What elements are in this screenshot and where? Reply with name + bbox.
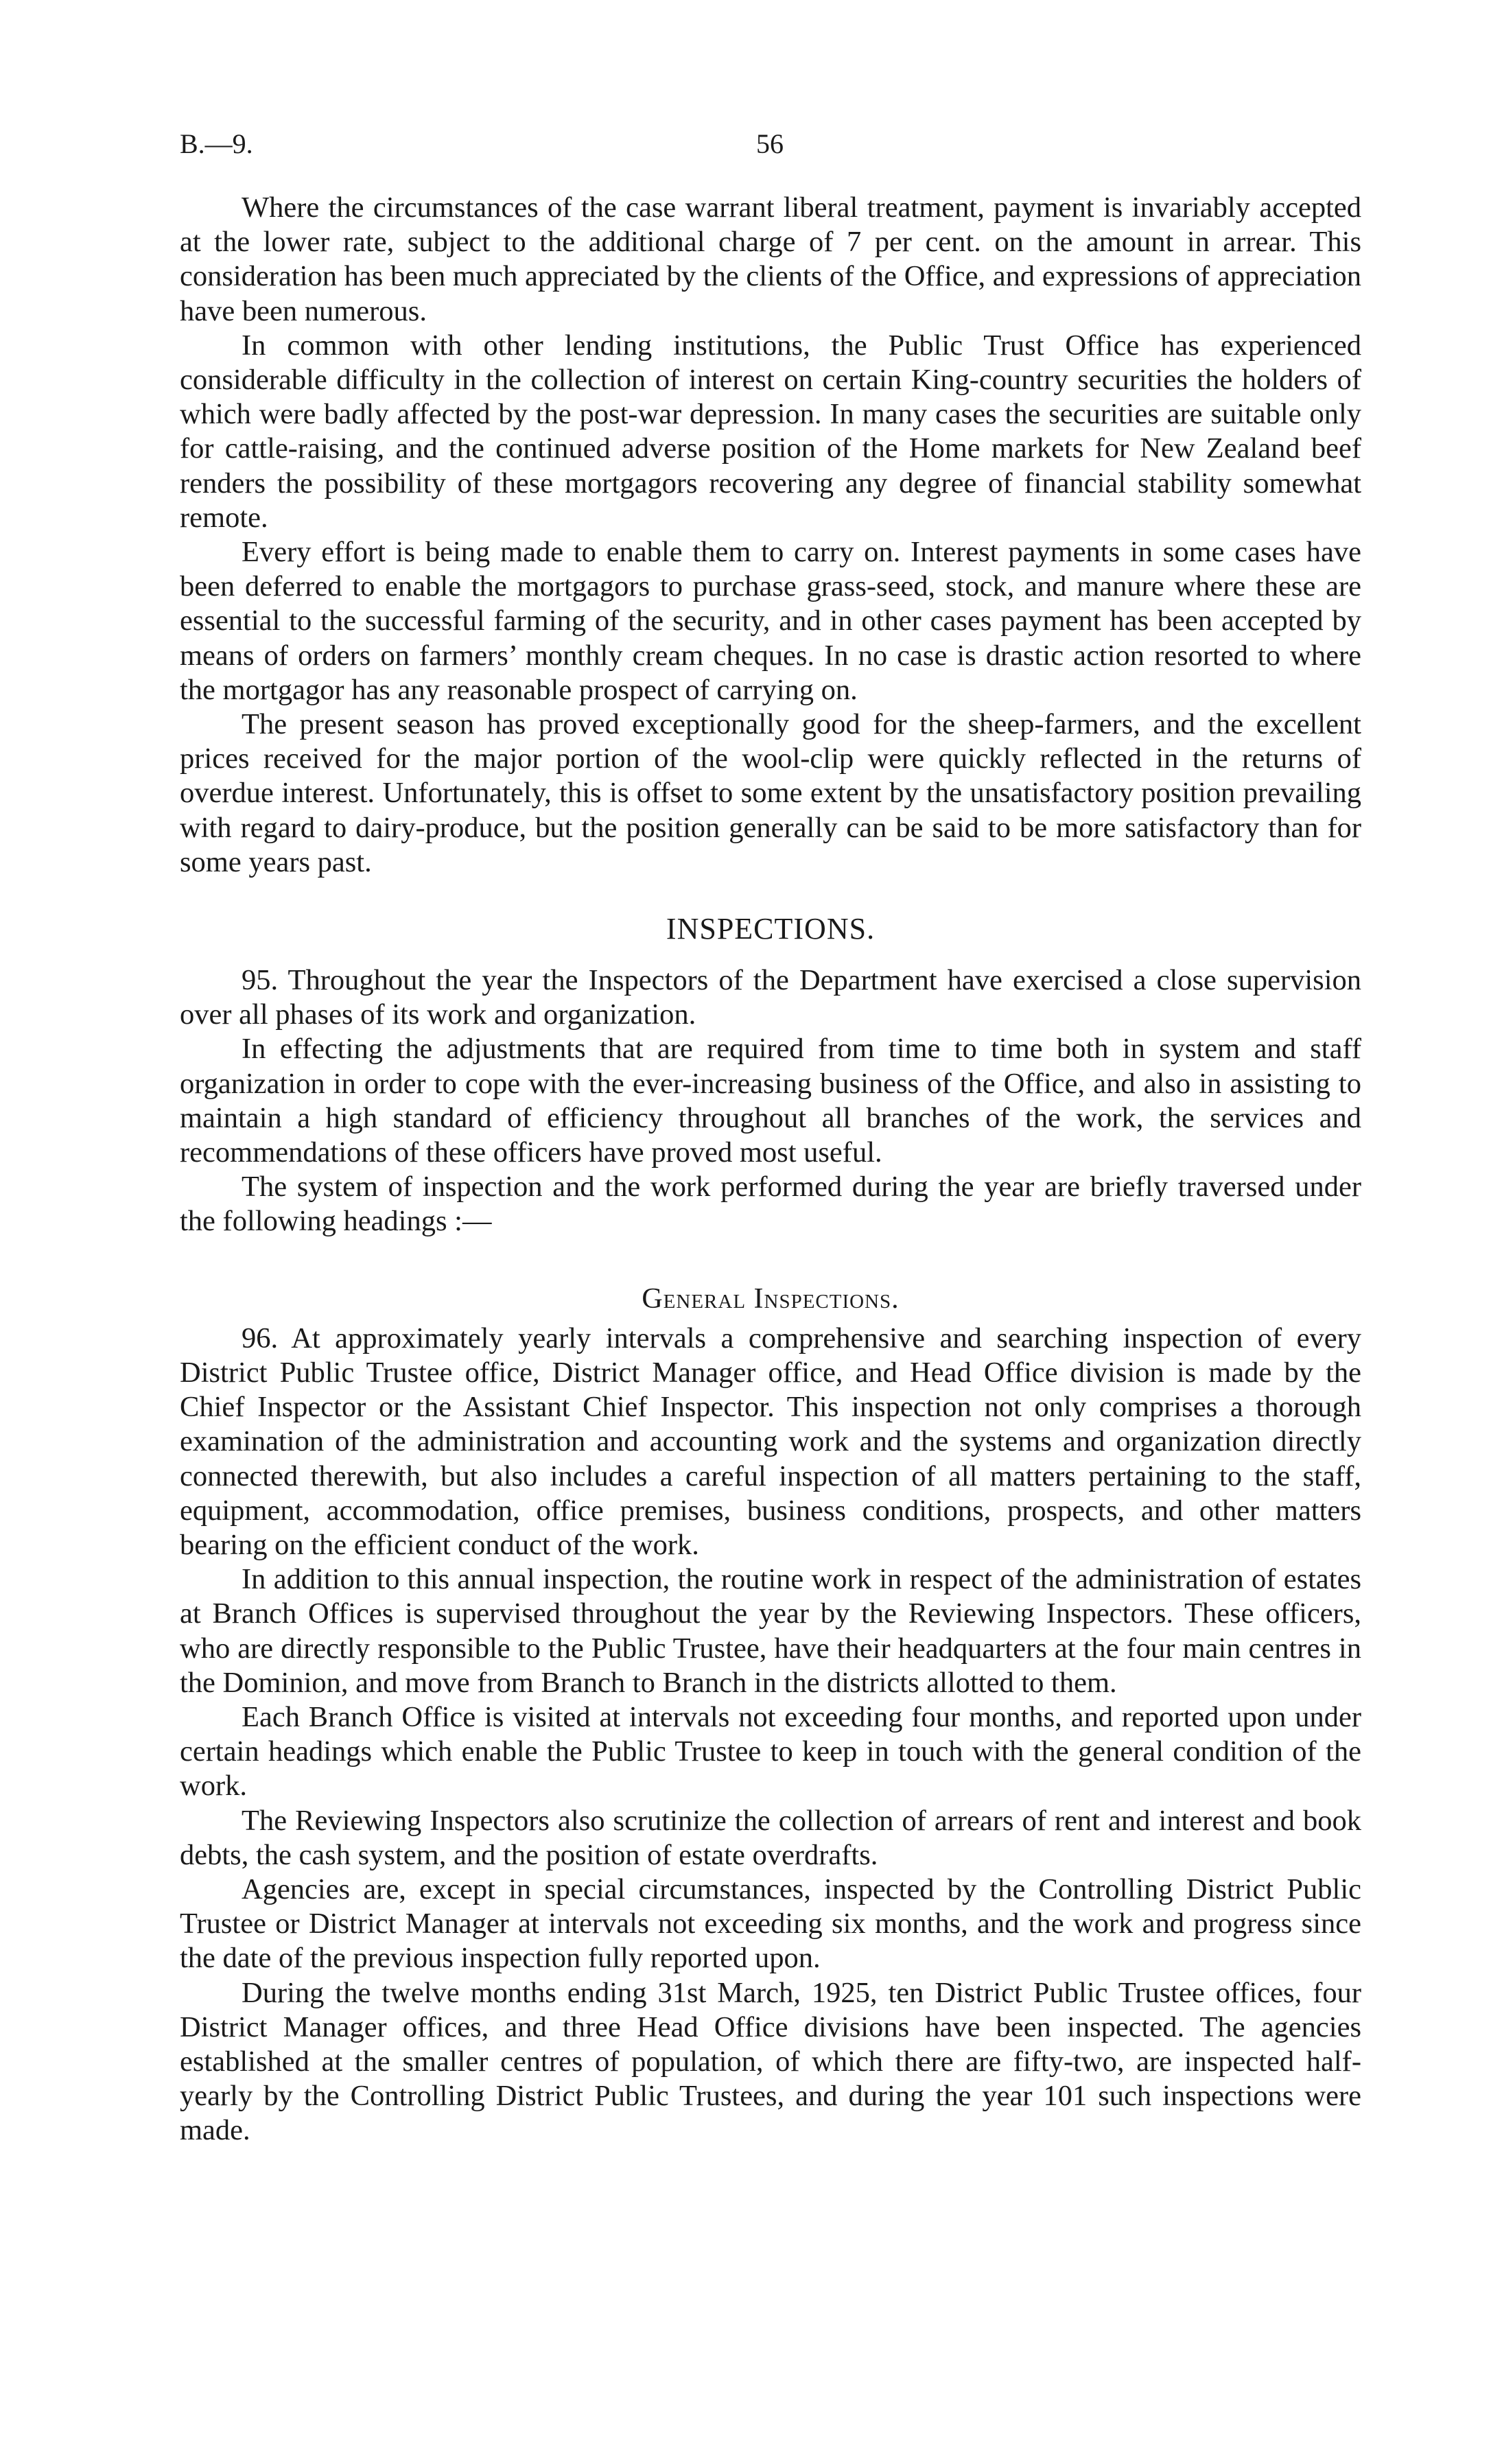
paragraph: 96. At approximately yearly intervals a comprehensive and searching inspection of every District Public Trustee office, District Manager office, and Head Office division is made by the Chief Inspector or the Assistant Chief Inspector. This inspection not only comprises a thorough examination of the administration and accounting work and the systems and organization directly connected therewith, but also includes a careful inspection of all matters pertaining to the staff, equipment, accommodation, office premises, business conditions, prospects, and other matters bearing on the efficient conduct of the work. [180, 1322, 1361, 1561]
paragraph: 95. Throughout the year the Inspectors of the Department have exercised a close supervision over all phases of its work and organization. [180, 964, 1361, 1031]
paragraph: In common with other lending institutions, the Public Trust Office has experienced considerable difficulty in the collection of interest on certain King-country securities the holders of which were badly affected by the post-war depression. In many cases the securities are suitable only for cattle-raising, and the continued adverse position of the Home markets for New Zealand beef renders the possibility of these mortgagors recovering any degree of financial stability somewhat remote. [180, 329, 1361, 534]
page-header [180, 128, 1360, 169]
paragraph: Agencies are, except in special circumstances, inspected by the Controlling District Public Trustee or District Manager at intervals not exceeding six months, and the work and progress since the date of the previous inspection fully reported upon. [180, 1873, 1361, 1975]
paragraph: During the twelve months ending 31st March, 1925, ten District Public Trustee offices, four District Manager offices, and three Head Office divisions have been inspected. The agencies established at the smaller centres of population, of which there are fifty-two, are inspected half-yearly by the Controlling District Public Trustees, and during the year 101 such inspections were made. [180, 1976, 1361, 2147]
subsection-heading: General Inspections. [642, 1282, 900, 1315]
section-heading: INSPECTIONS. [666, 912, 876, 946]
paragraph: The present season has proved exceptionally good for the sheep-farmers, and the excellent prices received for the major portion of the wool-clip were quickly reflected in the returns of overdue interest. Unfortunately, this is offset to some extent by the unsatisfactory position prevailing with regard to dairy-produce, but the position generally can be said to be more satisfactory than for some years past. [180, 708, 1361, 878]
page-body [180, 191, 1361, 2148]
paragraph: In effecting the adjustments that are required from time to time both in system and staff organization in order to cope with the ever-increasing business of the Office, and also in assisting to maintain a high standard of efficiency throughout all branches of the work, the services and recommendations of these officers have proved most useful. [180, 1033, 1361, 1169]
paragraph: The system of inspection and the work performed during the year are briefly traversed under the following headings :— [180, 1171, 1361, 1238]
paragraph: Every effort is being made to enable them to carry on. Interest payments in some cases have been deferred to enable the mortgagors to purchase grass-seed, stock, and manure where these are essential to the successful farming of the security, and in other cases payment has been accepted by means of orders on farmers’ monthly cream cheques. In no case is drastic action resorted to where the mortgagor has any reasonable prospect of carrying on. [180, 536, 1361, 706]
paragraph: Each Branch Office is visited at intervals not exceeding four months, and reported upon under certain headings which enable the Public Trustee to keep in touch with the general condition of the work. [180, 1700, 1361, 1803]
paragraph: The Reviewing Inspectors also scrutinize the collection of arrears of rent and interest and book debts, the cash system, and the position of estate overdrafts. [180, 1804, 1361, 1871]
paragraph: Where the circumstances of the case warrant liberal treatment, payment is invariably accepted at the lower rate, subject to the additional charge of 7 per cent. on the amount in arrear. This consideration has been much appreciated by the clients of the Office, and expressions of appreciation have been numerous. [180, 191, 1361, 327]
page-number: 56 [756, 128, 784, 159]
document-reference: B.—9. [180, 128, 253, 159]
paragraph: In addition to this annual inspection, the routine work in respect of the administration of estates at Branch Offices is supervised throughout the year by the Reviewing Inspectors. These officers, who are directly responsible to the Public Trustee, have their headquarters at the four main centres in the Dominion, and move from Branch to Branch in the districts allotted to them. [180, 1563, 1361, 1699]
